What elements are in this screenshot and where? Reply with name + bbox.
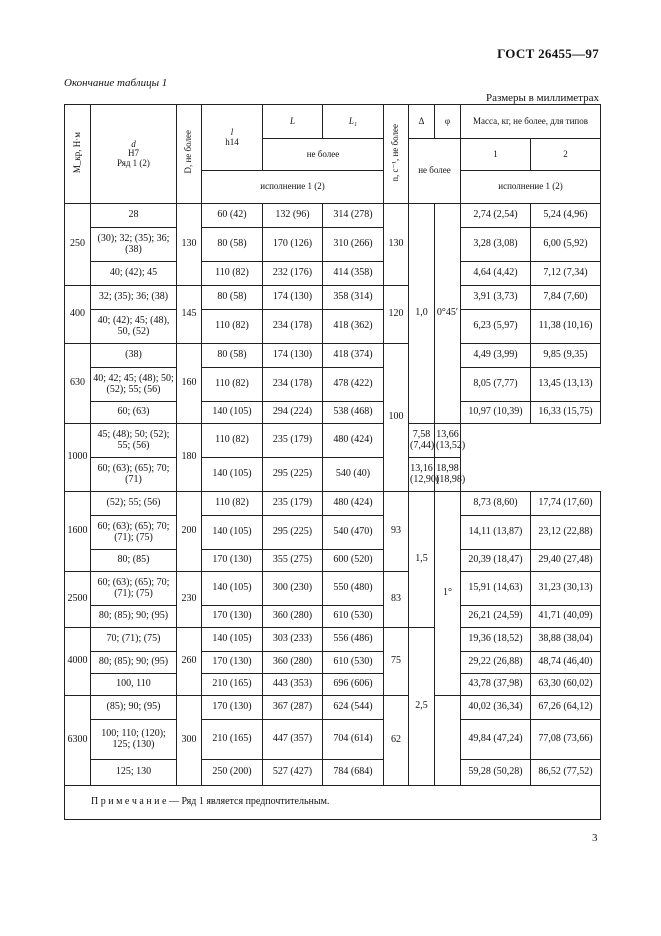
mass1-cell: 7,58 (7,44) — [409, 424, 435, 458]
L1-cell: 480 (424) — [323, 424, 384, 458]
L1-cell: 784 (684) — [323, 760, 384, 786]
mass2-cell: 63,30 (60,02) — [531, 674, 601, 696]
d-cell: 100; 110; (120); 125; (130) — [91, 720, 177, 760]
L1-cell: 540 (40) — [323, 458, 384, 492]
d-cell: (30); 32; (35); 36; (38) — [91, 228, 177, 262]
mass2-cell: 7,12 (7,34) — [531, 262, 601, 286]
L-cell: 294 (224) — [263, 402, 323, 424]
header-ne-bolee: не более — [263, 139, 384, 171]
d-cell: 40; (42); 45 — [91, 262, 177, 286]
l-cell: 110 (82) — [202, 368, 263, 402]
mass1-cell: 4,64 (4,42) — [461, 262, 531, 286]
mass1-cell: 19,36 (18,52) — [461, 628, 531, 652]
L-cell: 447 (357) — [263, 720, 323, 760]
l-cell: 140 (105) — [202, 628, 263, 652]
table-note: П р и м е ч а н и е — Ряд 1 является предпочтительным. — [65, 786, 601, 820]
L1-cell: 556 (486) — [323, 628, 384, 652]
phi-cell — [435, 696, 461, 786]
L-cell: 235 (179) — [263, 492, 323, 516]
table-row — [65, 204, 601, 228]
header-ispolnenie-2: исполнение 1 (2) — [461, 171, 601, 204]
table-row — [65, 696, 601, 720]
D-cell: 300 — [177, 696, 202, 786]
l-cell: 170 (130) — [202, 696, 263, 720]
header-delta: Δ — [409, 105, 435, 139]
l-cell: 170 (130) — [202, 652, 263, 674]
n-cell: 83 — [384, 572, 409, 628]
L1-cell: 696 (606) — [323, 674, 384, 696]
L-cell: 443 (353) — [263, 674, 323, 696]
d-cell: 60; (63); (65); 70; (71) — [91, 458, 177, 492]
mass2-cell: 18,98 (18,98) — [435, 458, 461, 492]
table-row — [65, 550, 601, 572]
delta-cell: 1,0 — [409, 204, 435, 424]
phi-cell: 1° — [435, 492, 461, 696]
n-cell: 93 — [384, 492, 409, 572]
d-cell: 60; (63) — [91, 402, 177, 424]
header-type-1: 1 — [461, 139, 531, 171]
header-mass: Масса, кг, не более, для типов — [461, 105, 601, 139]
mkr-cell: 1600 — [65, 492, 91, 572]
mass1-cell: 10,97 (10,39) — [461, 402, 531, 424]
table-row — [65, 286, 601, 310]
L-cell: 303 (233) — [263, 628, 323, 652]
table-row — [65, 458, 601, 492]
l-cell: 210 (165) — [202, 720, 263, 760]
mass1-cell: 29,22 (26,88) — [461, 652, 531, 674]
table-row — [65, 674, 601, 696]
table-continuation-label: Окончание таблицы 1 — [64, 77, 168, 89]
L-cell: 295 (225) — [263, 458, 323, 492]
mass2-cell: 11,38 (10,16) — [531, 310, 601, 344]
l-cell: 170 (130) — [202, 606, 263, 628]
mass1-cell: 13,16 (12,90) — [409, 458, 435, 492]
d-cell: 60; (63); (65); 70; (71); (75) — [91, 516, 177, 550]
header-type-2: 2 — [531, 139, 601, 171]
l-cell: 110 (82) — [202, 310, 263, 344]
header-L1: L₁ — [323, 105, 384, 139]
L1-cell: 418 (374) — [323, 344, 384, 368]
D-cell: 200 — [177, 492, 202, 572]
d-cell: 28 — [91, 204, 177, 228]
d-cell: 100, 110 — [91, 674, 177, 696]
d-cell: (38) — [91, 344, 177, 368]
d-cell: 80; (85) — [91, 550, 177, 572]
L1-cell: 550 (480) — [323, 572, 384, 606]
header-ne-bolee-2: не более — [409, 139, 461, 204]
delta-cell: 2,5 — [409, 628, 435, 786]
d-cell: 40; 42; 45; (48); 50; (52); 55; (56) — [91, 368, 177, 402]
L1-cell: 480 (424) — [323, 492, 384, 516]
mass1-cell: 59,28 (50,28) — [461, 760, 531, 786]
L-cell: 527 (427) — [263, 760, 323, 786]
mass1-cell: 8,73 (8,60) — [461, 492, 531, 516]
d-cell: 80; (85); 90; (95) — [91, 652, 177, 674]
l-cell: 140 (105) — [202, 402, 263, 424]
mass2-cell: 41,71 (40,09) — [531, 606, 601, 628]
table-row — [65, 228, 601, 262]
table-row — [65, 424, 601, 458]
mass2-cell: 23,12 (22,88) — [531, 516, 601, 550]
mass1-cell: 14,11 (13,87) — [461, 516, 531, 550]
L1-cell: 414 (358) — [323, 262, 384, 286]
D-cell: 180 — [177, 424, 202, 492]
table-row — [65, 262, 601, 286]
L-cell: 360 (280) — [263, 652, 323, 674]
mass1-cell: 26,21 (24,59) — [461, 606, 531, 628]
mass1-cell: 3,91 (3,73) — [461, 286, 531, 310]
header-n: n, с⁻¹, не более — [384, 105, 409, 204]
d-cell: 80; (85); 90; (95) — [91, 606, 177, 628]
mass1-cell: 49,84 (47,24) — [461, 720, 531, 760]
mass2-cell: 7,84 (7,60) — [531, 286, 601, 310]
table-row — [65, 720, 601, 760]
l-cell: 60 (42) — [202, 204, 263, 228]
d-cell: 45; (48); 50; (52); 55; (56) — [91, 424, 177, 458]
n-cell: 120 — [384, 286, 409, 344]
l-cell: 110 (82) — [202, 262, 263, 286]
mass2-cell: 48,74 (46,40) — [531, 652, 601, 674]
L-cell: 300 (230) — [263, 572, 323, 606]
mass1-cell: 8,05 (7,77) — [461, 368, 531, 402]
mass2-cell: 77,08 (73,66) — [531, 720, 601, 760]
n-cell: 75 — [384, 628, 409, 696]
L1-cell: 314 (278) — [323, 204, 384, 228]
table-row — [65, 310, 601, 344]
mass2-cell: 29,40 (27,48) — [531, 550, 601, 572]
L1-cell: 358 (314) — [323, 286, 384, 310]
standard-title: ГОСТ 26455—97 — [497, 46, 599, 61]
D-cell: 230 — [177, 572, 202, 628]
mkr-cell: 2500 — [65, 572, 91, 628]
L1-cell: 540 (470) — [323, 516, 384, 550]
n-cell: 62 — [384, 696, 409, 786]
mass2-cell: 38,88 (38,04) — [531, 628, 601, 652]
table-row — [65, 760, 601, 786]
mass1-cell: 4,49 (3,99) — [461, 344, 531, 368]
l-cell: 110 (82) — [202, 424, 263, 458]
L-cell: 367 (287) — [263, 696, 323, 720]
L1-cell: 538 (468) — [323, 402, 384, 424]
l-cell: 140 (105) — [202, 516, 263, 550]
units-label: Размеры в миллиметрах — [486, 92, 599, 104]
dimensions-table — [64, 104, 601, 820]
l-cell: 250 (200) — [202, 760, 263, 786]
header-d: d H7 Ряд 1 (2) — [91, 105, 177, 204]
mass1-cell: 43,78 (37,98) — [461, 674, 531, 696]
mass1-cell: 2,74 (2,54) — [461, 204, 531, 228]
mass2-cell: 13,45 (13,13) — [531, 368, 601, 402]
D-cell: 130 — [177, 204, 202, 286]
mass2-cell: 17,74 (17,60) — [531, 492, 601, 516]
l-cell: 210 (165) — [202, 674, 263, 696]
mass2-cell: 6,00 (5,92) — [531, 228, 601, 262]
L-cell: 170 (126) — [263, 228, 323, 262]
table-row — [65, 606, 601, 628]
header-L: L — [263, 105, 323, 139]
table-row — [65, 344, 601, 368]
L1-cell: 610 (530) — [323, 652, 384, 674]
table-row — [65, 628, 601, 652]
L-cell: 174 (130) — [263, 344, 323, 368]
table-row — [65, 402, 601, 424]
phi-cell: 0°45′ — [435, 204, 461, 424]
D-cell: 260 — [177, 628, 202, 696]
mass2-cell: 67,26 (64,12) — [531, 696, 601, 720]
l-cell: 140 (105) — [202, 572, 263, 606]
mkr-cell: 6300 — [65, 696, 91, 786]
L-cell: 132 (96) — [263, 204, 323, 228]
page-number: 3 — [592, 832, 598, 844]
L-cell: 355 (275) — [263, 550, 323, 572]
d-cell: 125; 130 — [91, 760, 177, 786]
mkr-cell: 400 — [65, 286, 91, 344]
header-ispolnenie: исполнение 1 (2) — [202, 171, 384, 204]
L1-cell: 478 (422) — [323, 368, 384, 402]
mkr-cell: 4000 — [65, 628, 91, 696]
mass2-cell: 31,23 (30,13) — [531, 572, 601, 606]
table-row — [65, 492, 601, 516]
l-cell: 80 (58) — [202, 286, 263, 310]
l-cell: 170 (130) — [202, 550, 263, 572]
l-cell: 140 (105) — [202, 458, 263, 492]
L-cell: 295 (225) — [263, 516, 323, 550]
L1-cell: 610 (530) — [323, 606, 384, 628]
mass1-cell: 3,28 (3,08) — [461, 228, 531, 262]
mass1-cell: 6,23 (5,97) — [461, 310, 531, 344]
header-mkr: M_кр, Н·м — [65, 105, 91, 204]
table-row — [65, 652, 601, 674]
L-cell: 235 (179) — [263, 424, 323, 458]
header-phi: φ — [435, 105, 461, 139]
mkr-cell: 630 — [65, 344, 91, 424]
d-cell: 60; (63); (65); 70; (71); (75) — [91, 572, 177, 606]
L1-cell: 704 (614) — [323, 720, 384, 760]
d-cell: 40; (42); 45; (48), 50, (52) — [91, 310, 177, 344]
mass2-cell: 86,52 (77,52) — [531, 760, 601, 786]
mkr-cell: 1000 — [65, 424, 91, 492]
mass2-cell: 9,85 (9,35) — [531, 344, 601, 368]
D-cell: 160 — [177, 344, 202, 424]
l-cell: 80 (58) — [202, 344, 263, 368]
L1-cell: 624 (544) — [323, 696, 384, 720]
l-cell: 110 (82) — [202, 492, 263, 516]
table-row — [65, 368, 601, 402]
L1-cell: 418 (362) — [323, 310, 384, 344]
L-cell: 360 (280) — [263, 606, 323, 628]
L-cell: 232 (176) — [263, 262, 323, 286]
n-cell: 130 — [384, 204, 409, 286]
d-cell: 32; (35); 36; (38) — [91, 286, 177, 310]
l-cell: 80 (58) — [202, 228, 263, 262]
L-cell: 234 (178) — [263, 310, 323, 344]
delta-cell: 1,5 — [409, 492, 435, 628]
header-D: D, не более — [177, 105, 202, 204]
L-cell: 234 (178) — [263, 368, 323, 402]
header-l: l h14 — [202, 105, 263, 171]
mass1-cell: 40,02 (36,34) — [461, 696, 531, 720]
D-cell: 145 — [177, 286, 202, 344]
L1-cell: 310 (266) — [323, 228, 384, 262]
d-cell: 70; (71); (75) — [91, 628, 177, 652]
mass1-cell: 20,39 (18,47) — [461, 550, 531, 572]
L1-cell: 600 (520) — [323, 550, 384, 572]
mass2-cell: 16,33 (15,75) — [531, 402, 601, 424]
table-row — [65, 516, 601, 550]
mass2-cell: 5,24 (4,96) — [531, 204, 601, 228]
d-cell: (85); 90; (95) — [91, 696, 177, 720]
n-cell: 100 — [384, 344, 409, 492]
mass1-cell: 15,91 (14,63) — [461, 572, 531, 606]
L-cell: 174 (130) — [263, 286, 323, 310]
mkr-cell: 250 — [65, 204, 91, 286]
table-row — [65, 572, 601, 606]
d-cell: (52); 55; (56) — [91, 492, 177, 516]
mass2-cell: 13,66 (13,52) — [435, 424, 461, 458]
